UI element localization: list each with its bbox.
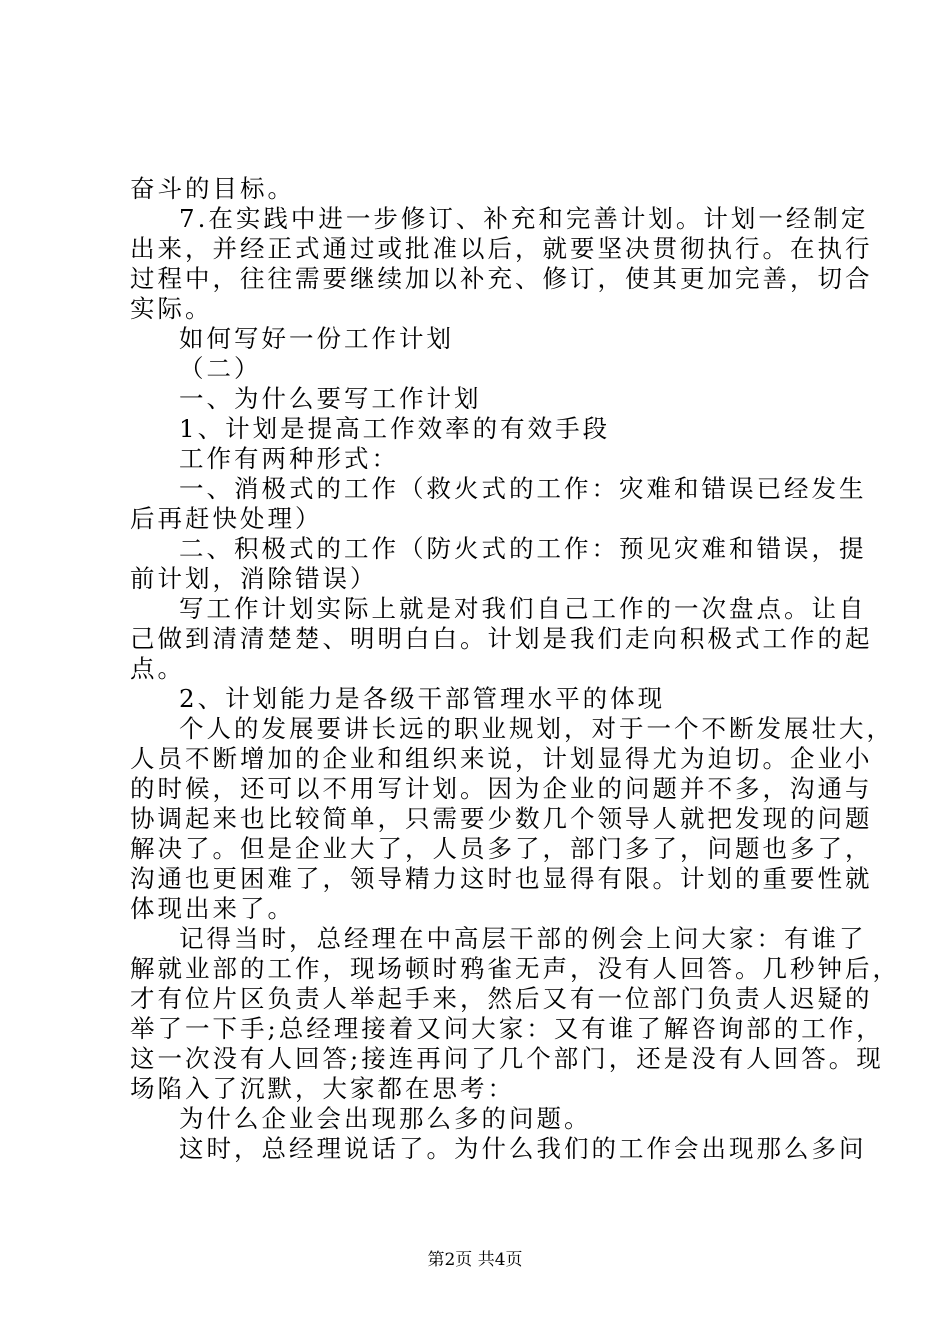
subheading: 2、计划能力是各级干部管理水平的体现 [179, 684, 666, 713]
text-line: 个人的发展要讲长远的职业规划，对于一个不断发展壮大， [179, 714, 894, 743]
section-number: （二） [179, 354, 262, 383]
text-line: 后再赶快处理） [130, 504, 323, 533]
text-line: 为什么企业会出现那么多的问题。 [179, 1104, 592, 1133]
text-line: 协调起来也比较简单，只需要少数几个领导人就把发现的问题 [130, 804, 873, 833]
text-line: 场陷入了沉默，大家都在思考： [130, 1074, 515, 1103]
text-line: 7.在实践中进一步修订、补充和完善计划。计划一经制定 [179, 204, 869, 233]
text-line: 奋斗的目标。 [130, 174, 295, 203]
text-line: 一、消极式的工作（救火式的工作：灾难和错误已经发生 [179, 474, 867, 503]
text-line: 才有位片区负责人举起手来，然后又有一位部门负责人迟疑的 [130, 984, 873, 1013]
text-line: 解就业部的工作，现场顿时鸦雀无声，没有人回答。几秒钟后， [130, 954, 900, 983]
section-title: 如何写好一份工作计划 [179, 324, 454, 353]
text-line: 解决了。但是企业大了，人员多了，部门多了，问题也多了， [130, 834, 873, 863]
heading: 一、为什么要写工作计划 [179, 384, 482, 413]
text-line: 的时候，还可以不用写计划。因为企业的问题并不多，沟通与 [130, 774, 873, 803]
text-line: 写工作计划实际上就是对我们自己工作的一次盘点。让自 [179, 594, 867, 623]
text-line: 工作有两种形式： [179, 444, 399, 473]
text-line: 二、积极式的工作（防火式的工作：预见灾难和错误，提 [179, 534, 867, 563]
text-line: 体现出来了。 [130, 894, 295, 923]
text-line: 前计划，消除错误） [130, 564, 378, 593]
text-line: 点。 [130, 654, 185, 683]
text-line: 出来，并经正式通过或批准以后，就要坚决贯彻执行。在执行 [130, 234, 873, 263]
text-line: 过程中，往往需要继续加以补充、修订，使其更加完善，切合 [130, 264, 873, 293]
text-line: 己做到清清楚楚、明明白白。计划是我们走向积极式工作的起 [130, 624, 873, 653]
text-line: 这时，总经理说话了。为什么我们的工作会出现那么多问 [179, 1134, 867, 1163]
text-line: 人员不断增加的企业和组织来说，计划显得尤为迫切。企业小 [130, 744, 873, 773]
subheading: 1、计划是提高工作效率的有效手段 [179, 414, 611, 443]
text-line: 这一次没有人回答;接连再问了几个部门，还是没有人回答。现 [130, 1044, 884, 1073]
text-line: 记得当时，总经理在中高层干部的例会上问大家：有谁了 [179, 924, 867, 953]
text-line: 举了一下手;总经理接着又问大家：又有谁了解咨询部的工作， [130, 1014, 884, 1043]
text-line: 实际。 [130, 294, 213, 323]
document-body [130, 174, 900, 1164]
text-line: 沟通也更困难了，领导精力这时也显得有限。计划的重要性就 [130, 864, 873, 893]
page-footer: 第2页 共4页 [427, 1250, 523, 1270]
